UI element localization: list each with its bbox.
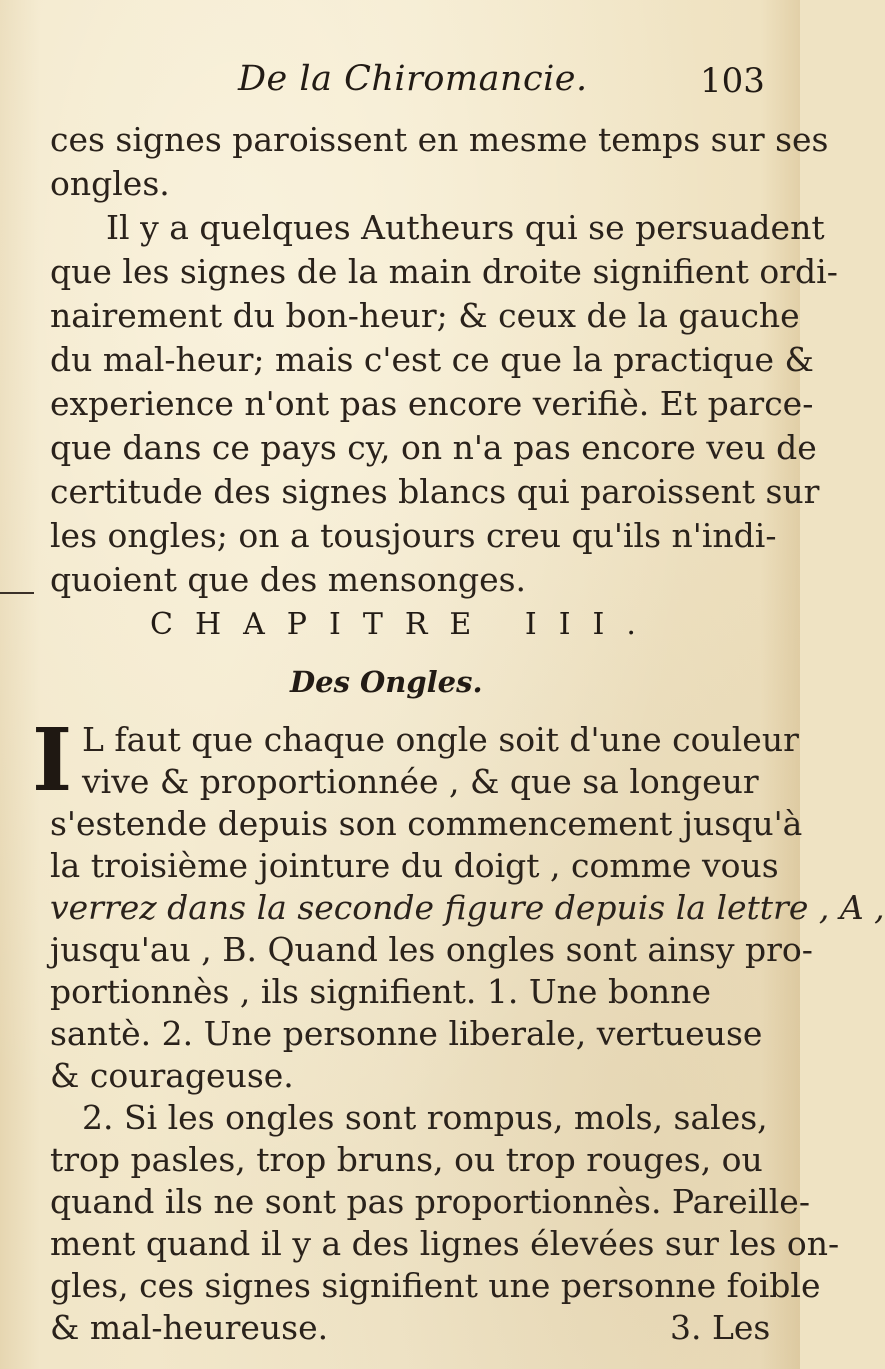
- text-line: trop pasles, trop bruns, ou trop rouges, ou: [50, 1140, 763, 1179]
- page-header: [0, 55, 800, 105]
- text-line: & mal-heureuse.: [50, 1308, 329, 1347]
- text-line: ongles.: [50, 164, 170, 203]
- text-line: que dans ce pays cy, on n'a pas encore veu de: [50, 428, 817, 467]
- text-line: vive & proportionnée , & que sa longeur: [82, 762, 759, 801]
- text-line: nairement du bon-heur; & ceux de la gauche: [50, 296, 800, 335]
- text-line: la troisième jointure du doigt , comme vous: [50, 846, 779, 885]
- text-line: experience n'ont pas encore verifiè. Et parce-: [50, 384, 814, 423]
- text-line: ces signes paroissent en mesme temps sur ses: [50, 120, 829, 159]
- text-line: L faut que chaque ongle soit d'une couleur: [82, 720, 799, 759]
- text-line: verrez dans la seconde figure depuis la lettre , A ,: [50, 888, 885, 927]
- text-line: gles, ces signes signifient une personne foible: [50, 1266, 821, 1305]
- text-line: du mal-heur; mais c'est ce que la practique &: [50, 340, 814, 379]
- text-line: jusqu'au , B. Quand les ongles sont ainsy pro-: [50, 930, 813, 969]
- chapter-heading: CHAPITRE III.: [150, 607, 658, 642]
- margin-mark: [0, 592, 34, 594]
- chapter-subtitle: Des Ongles.: [290, 665, 483, 699]
- running-title: De la Chiromancie.: [238, 59, 588, 99]
- text-line: & courageuse.: [50, 1056, 294, 1095]
- text-line: 2. Si les ongles sont rompus, mols, sales,: [82, 1098, 768, 1137]
- text-line: les ongles; on a tousjours creu qu'ils n'indi-: [50, 516, 777, 555]
- text-line: quoient que des mensonges.: [50, 560, 527, 599]
- text-line: quand ils ne sont pas proportionnès. Pareille-: [50, 1182, 810, 1221]
- text-line: ment quand il y a des lignes élevées sur les on-: [50, 1224, 840, 1263]
- catchword: 3. Les: [670, 1308, 771, 1347]
- text-line: certitude des signes blancs qui paroissent sur: [50, 472, 820, 511]
- text-line: s'estende depuis son commencement jusqu'à: [50, 804, 803, 843]
- text-line: Il y a quelques Autheurs qui se persuadent: [106, 208, 825, 247]
- text-line: que les signes de la main droite signifient ordi-: [50, 252, 838, 291]
- text-line: santè. 2. Une personne liberale, vertueuse: [50, 1014, 763, 1053]
- text-line: portionnès , ils signifient. 1. Une bonne: [50, 972, 711, 1011]
- page-number: 103: [700, 61, 765, 101]
- drop-cap: I: [32, 710, 73, 811]
